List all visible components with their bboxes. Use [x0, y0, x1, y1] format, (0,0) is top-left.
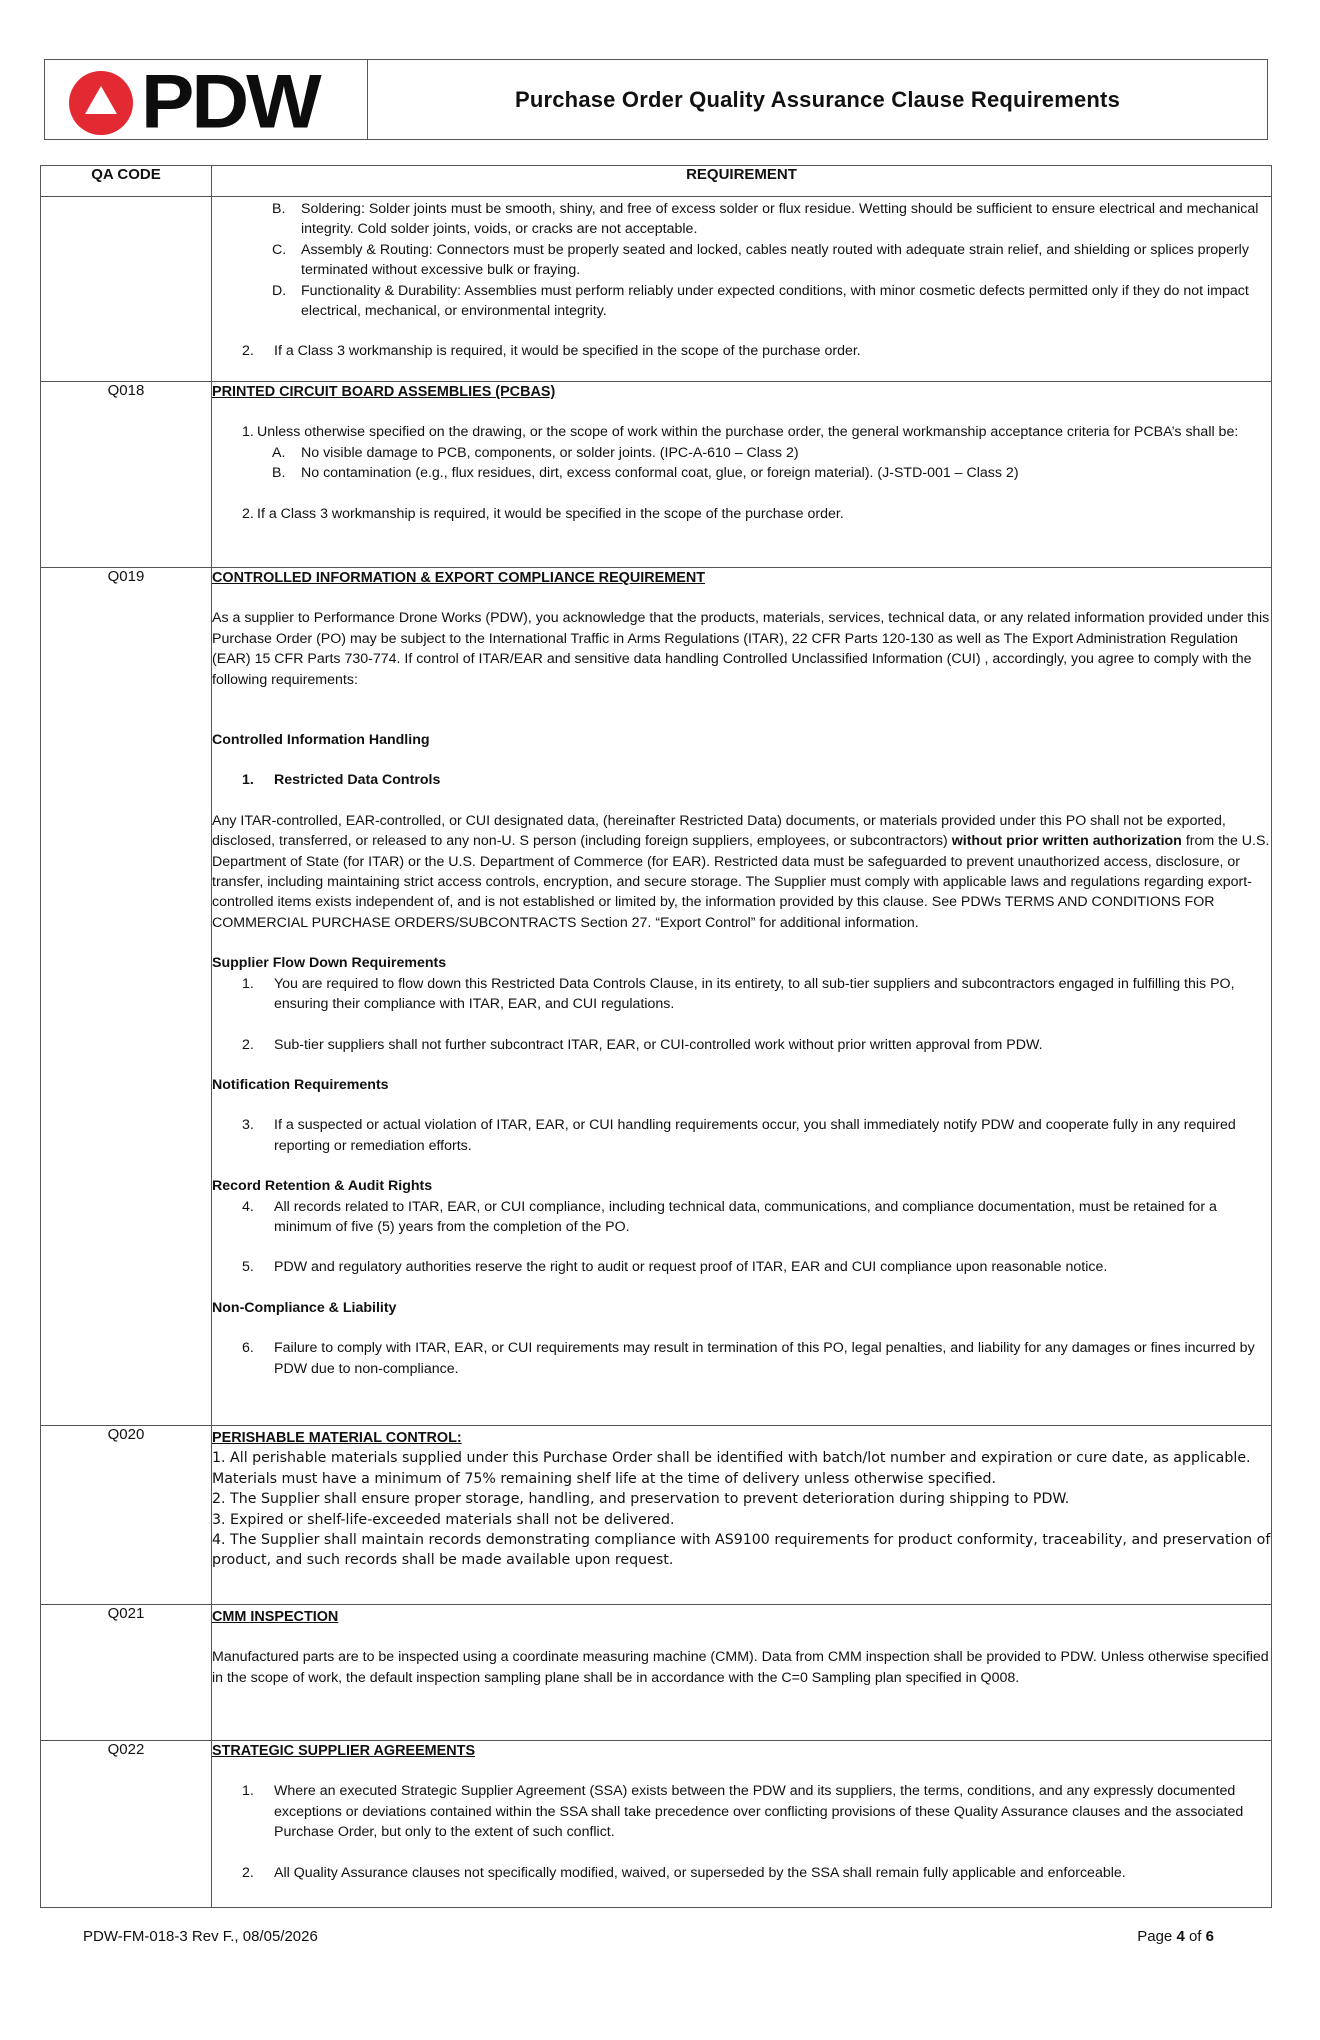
paragraph: 2. The Supplier shall ensure proper storage, handling, and preservation to prevent deterioration during shipping to PDW.: [212, 1491, 1070, 1508]
document-title: Purchase Order Quality Assurance Clause Requirements: [514, 86, 1121, 112]
table-row-q021: [41, 1605, 1272, 1741]
paragraph: Manufactured parts are to be inspected using a coordinate measuring machine (CMM). Data from CMM inspection shall be provided to PDW. Unless otherwise specified in the scope of work, the default inspection sampling plane shall be in accordance with the C=0 Sampling plan specified in Q008.: [212, 1649, 1269, 1686]
requirement-cell: [212, 1741, 1272, 1908]
logo-text: PDW: [141, 59, 319, 144]
paragraph: Any ITAR-controlled, EAR-controlled, or CUI designated data, (hereinafter Restricted Data) documents, or materials provided under this PO shall not be exported, disclosed, transferred, or released to any non-U. S person (including foreign suppliers, employees, or subcontractors) without prior written authorization from the U.S. Department of State (for ITAR) or the U.S. Department of Commerce (for EAR). Restricted data must be safeguarded to prevent unauthorized access, disclosure, or transfer, including maintaining strict access controls, encryption, and secure storage. The Supplier must comply with applicable laws and regulations regarding export-controlled items exists independent of, and is not established or limited by, the information provided by this clause. See PDWs TERMS AND CONDITIONS FOR COMMERCIAL PURCHASE ORDERS/SUBCONTRACTS Section 27. “Export Control” for additional information.: [212, 812, 1270, 931]
section-title: CONTROLLED INFORMATION & EXPORT COMPLIANCE REQUIREMENT: [212, 570, 706, 586]
list-item: D. Functionality & Durability: Assemblies must perform reliably under expected conditions, with minor cosmetic defects permitted only if they do not impact electrical, mechanical, or environmental integrity.: [272, 282, 1249, 320]
list-item: 1. Unless otherwise specified on the drawing, or the scope of work within the purchase order, the general workmanship acceptance criteria for PCBA’s shall be:: [242, 424, 1239, 441]
list-item: 4. All records related to ITAR, EAR, or CUI compliance, including technical data, communications, and compliance documentation, must be retained for a minimum of five (5) years from the completion of the PO.: [242, 1198, 1217, 1235]
paragraph: As a supplier to Performance Drone Works (PDW), you acknowledge that the products, materials, services, technical data, or any related information provided under this Purchase Order (PO) may be subject to the International Traffic in Arms Regulations (ITAR), 22 CFR Parts 120-130 as well as The Export Administration Regulation (EAR) 15 CFR Parts 730-774. If control of ITAR/EAR and sensitive data handling Controlled Unclassified Information (CUI) , accordingly, you agree to comply with the following requirements:: [212, 610, 1270, 688]
qa-code-cell: Q020: [41, 1426, 212, 1605]
table-row-continuation: [41, 197, 1272, 382]
requirement-cell: [212, 1605, 1272, 1741]
table-row-q018: [41, 382, 1272, 568]
requirement-cell: [212, 1426, 1272, 1605]
table-row-q022: [41, 1741, 1272, 1908]
table-row-q019: [41, 568, 1272, 1426]
qa-code-cell: Q019: [41, 568, 212, 1426]
subsection-heading: Controlled Information Handling: [212, 732, 430, 749]
list-item: 6. Failure to comply with ITAR, EAR, or CUI requirements may result in termination of this PO, legal penalties, and liability for any damages or fines incurred by PDW due to non-compliance.: [242, 1340, 1255, 1377]
paragraph: Materials must have a minimum of 75% remaining shelf life at the time of delivery unless otherwise specified.: [212, 1470, 996, 1487]
subsection-heading: Record Retention & Audit Rights: [212, 1178, 433, 1195]
subsection-heading: Notification Requirements: [212, 1076, 389, 1093]
footer-page-number: Page 4 of 6: [1137, 1928, 1214, 1945]
qa-code-cell-empty: [41, 197, 212, 382]
list-item: 3. If a suspected or actual violation of ITAR, EAR, or CUI handling requirements occur, you shall immediately notify PDW and cooperate fully in any required reporting or remediation efforts.: [242, 1117, 1236, 1154]
paragraph: 1. All perishable materials supplied under this Purchase Order shall be identified with batch/lot number and expiration or cure date, as applicable.: [212, 1450, 1251, 1467]
list-item: C. Assembly & Routing: Connectors must be properly seated and locked, cables neatly routed with adequate strain relief, and shielding or splices properly terminated without excessive bulk or fraying.: [272, 241, 1249, 279]
section-title: PERISHABLE MATERIAL CONTROL:: [212, 1430, 462, 1446]
qa-code-cell: Q021: [41, 1605, 212, 1741]
list-item: 2. If a Class 3 workmanship is required, it would be specified in the scope of the purchase order.: [242, 343, 861, 360]
subsection-heading: 1. Restricted Data Controls: [242, 772, 441, 789]
subsection-heading: Supplier Flow Down Requirements: [212, 955, 447, 972]
paragraph: 4. The Supplier shall maintain records demonstrating compliance with AS9100 requirements for product conformity, traceability, and preservation of product, and such records shall be made available upon request.: [212, 1532, 1271, 1569]
list-item: 2. If a Class 3 workmanship is required, it would be specified in the scope of the purchase order.: [242, 505, 844, 522]
qa-clause-table: [40, 165, 1272, 1908]
list-item: 2. All Quality Assurance clauses not specifically modified, waived, or superseded by the SSA shall remain fully applicable and enforceable.: [242, 1864, 1126, 1881]
list-item: 1. You are required to flow down this Restricted Data Controls Clause, in its entirety, to all sub-tier suppliers and subcontractors engaged in fulfilling this PO, ensuring their compliance with ITAR, EAR, and CUI regulations.: [242, 975, 1235, 1013]
requirement-cell: [212, 568, 1272, 1426]
logo-circle-icon: [69, 71, 133, 135]
document-header: [44, 59, 1268, 144]
list-item: A. No visible damage to PCB, components, or solder joints. (IPC-A-610 – Class 2): [272, 444, 799, 461]
qa-code-cell: Q022: [41, 1741, 212, 1908]
paragraph: 3. Expired or shelf-life-exceeded materials shall not be delivered.: [212, 1511, 675, 1528]
section-title: PRINTED CIRCUIT BOARD ASSEMBLIES (PCBAS): [212, 384, 556, 400]
qa-code-cell: Q018: [41, 382, 212, 568]
list-item: 5. PDW and regulatory authorities reserve the right to audit or request proof of ITAR, EAR and CUI compliance upon reasonable notice.: [242, 1259, 1108, 1276]
subsection-heading: Non-Compliance & Liability: [212, 1299, 397, 1316]
list-item: B. No contamination (e.g., flux residues, dirt, excess conformal coat, glue, or foreign material). (J-STD-001 – Class 2): [272, 465, 1019, 482]
list-item: B. Soldering: Solder joints must be smooth, shiny, and free of excess solder or flux residue. Wetting should be sufficient to ensure electrical and mechanical integrity. Cold solder joints, voids, or cracks are not acceptable.: [272, 201, 1259, 238]
requirement-cell: [212, 382, 1272, 568]
table-row-q020: [41, 1426, 1272, 1605]
logo-triangle-icon: [85, 86, 117, 114]
footer-document-id: PDW-FM-018-3 Rev F., 08/05/2026: [83, 1928, 318, 1945]
table-header-row: [41, 166, 1272, 197]
requirement-cell: [212, 197, 1272, 382]
column-header-qa-code: QA CODE: [41, 166, 212, 197]
list-item: 1. Where an executed Strategic Supplier Agreement (SSA) exists between the PDW and its suppliers, the terms, conditions, and any expressly documented exceptions or deviations contained within the SSA shall take precedence over conflicting provisions of these Quality Assurance clauses and the associated Purchase Order, but only to the extent of such conflict.: [242, 1783, 1244, 1841]
list-item: 2. Sub-tier suppliers shall not further subcontract ITAR, EAR, or CUI-controlled work without prior written approval from PDW.: [242, 1036, 1043, 1053]
column-header-requirement: REQUIREMENT: [212, 166, 1272, 197]
section-title: STRATEGIC SUPPLIER AGREEMENTS: [212, 1743, 476, 1759]
logo: [45, 59, 368, 144]
section-title: CMM INSPECTION: [212, 1609, 339, 1625]
